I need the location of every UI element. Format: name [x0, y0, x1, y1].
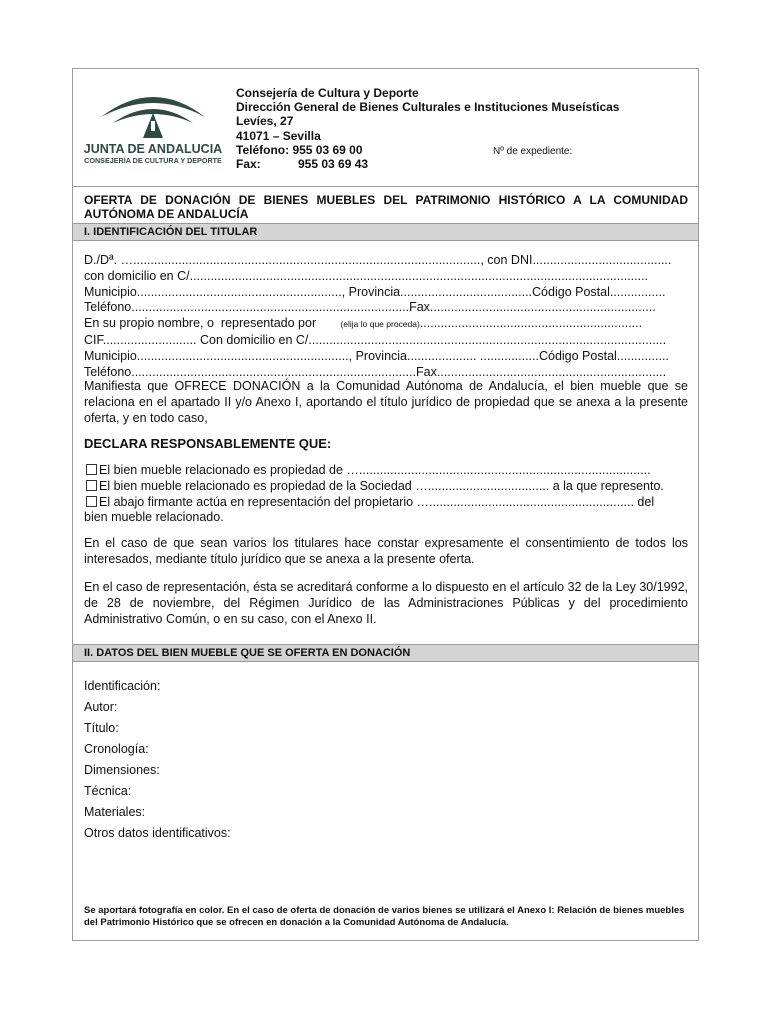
option-row	[84, 463, 688, 479]
choose-hint: (elija lo que proceda)	[340, 319, 420, 330]
fax-value: 955 03 69 43	[298, 157, 369, 172]
field-otros[interactable]: Otros datos identificativos:	[84, 826, 231, 840]
form-header	[73, 69, 698, 187]
logo-name: JUNTA DE ANDALUCIA	[83, 142, 223, 156]
own-name-line[interactable]	[84, 316, 688, 333]
declaration-options	[84, 463, 688, 526]
form-frame	[72, 68, 699, 941]
field-titulo[interactable]: Título:	[84, 721, 119, 735]
section2-header: II. DATOS DEL BIEN MUEBLE QUE SE OFERTA EN DONACIÓN	[73, 644, 698, 662]
declara-heading: DECLARA RESPONSABLEMENTE QUE:	[84, 436, 332, 451]
junta-andalucia-logo	[83, 83, 223, 183]
address-block	[236, 86, 619, 171]
field-identificacion[interactable]: Identificación:	[84, 679, 161, 693]
field-cronologia[interactable]: Cronología:	[84, 742, 149, 756]
titular-line[interactable]: Municipio............................................................., Provincia.................... .................Código Postal...............	[84, 348, 669, 363]
own-name-label: En su propio nombre, o	[84, 316, 214, 331]
option-label: El bien mueble relacionado es propiedad de la Sociedad …................................... a la que represento.	[99, 478, 664, 493]
titular-fields	[84, 253, 688, 380]
address-fax	[236, 157, 619, 171]
form-title: OFERTA DE DONACIÓN DE BIENES MUEBLES DEL PATRIMONIO HISTÓRICO A LA COMUNIDAD AUTÓNOMA DE ANDALUCÍA	[84, 193, 688, 221]
titular-line[interactable]: CIF........................... Con domicilio en C/.......................................................................................................	[84, 332, 667, 347]
address-line2: Dirección General de Bienes Culturales e Instituciones Museísticas	[236, 100, 620, 115]
address-phone: Teléfono: 955 03 69 00	[236, 142, 363, 157]
field-materiales[interactable]: Materiales:	[84, 805, 146, 819]
section1-header: I. IDENTIFICACIÓN DEL TITULAR	[73, 223, 698, 241]
address-line3: Levíes, 27	[236, 114, 294, 129]
photo-note: Se aportará fotografía en color. En el caso de oferta de donación de varios bienes se utilizará el Anexo I: Relación de bienes muebles del Patrimonio Histórico que se ofrecen en donación a la Comunidad Autónoma de Andalucía.	[84, 905, 685, 928]
address-line1: Consejería de Cultura y Deporte	[236, 86, 419, 100]
option-checkbox[interactable]	[86, 496, 97, 507]
option-checkbox[interactable]	[86, 464, 97, 475]
field-tecnica[interactable]: Técnica:	[84, 784, 132, 798]
titular-line[interactable]: Municipio..........................................................., Provincia......................................Código Postal................	[84, 284, 666, 299]
option-label: El bien mueble relacionado es propiedad de …....................................................................................	[99, 463, 651, 477]
expediente-label: Nº de expediente:	[493, 146, 573, 157]
titular-line[interactable]: D./Dª. …...................................................................................................., con DNI........................................	[84, 253, 672, 267]
field-dimensiones[interactable]: Dimensiones:	[84, 763, 160, 777]
address-line4: 41071 – Sevilla	[236, 128, 321, 143]
titular-line[interactable]: Teléfono................................................................................Fax.................................................................	[84, 300, 656, 315]
field-autor[interactable]: Autor:	[84, 700, 118, 714]
option-label: El abajo firmante actúa en representación del propietario …........................................................... del	[99, 494, 655, 509]
titular-line[interactable]: con domicilio en C/....................................................................................................................................	[84, 268, 649, 283]
own-name-dots: ................................................................	[419, 316, 643, 331]
represented-label: representado por	[220, 316, 317, 331]
option-row	[84, 479, 688, 495]
option-checkbox[interactable]	[86, 480, 97, 491]
titulares-paragraph: En el caso de que sean varios los titulares hace constar expresamente el consentimiento de todos los interesados, mediante título jurídico que se anexa a la presente oferta.	[84, 536, 688, 566]
titular-line[interactable]: Teléfono..................................................................................Fax..................................................................	[84, 364, 667, 379]
manifiesta-paragraph: Manifiesta que OFRECE DONACIÓN a la Comunidad Autónoma de Andalucía, el bien mueble que se relaciona en el apartado II y/o Anexo I, aportando el título jurídico de propiedad que se anexa a la presente oferta, y en todo caso,	[84, 379, 688, 425]
fax-label: Fax:	[236, 157, 261, 172]
representacion-paragraph: En el caso de representación, ésta se acreditará conforme a lo dispuesto en el artículo 32 de la Ley 30/1992, de 28 de noviembre, del Régimen Jurídico de las Administraciones Públicas y del procedimiento Administrativo Común, o en su caso, con el Anexo II.	[84, 580, 688, 626]
option-row	[84, 495, 688, 511]
bien-fields	[84, 676, 231, 844]
logo-subtitle: CONSEJERÍA DE CULTURA Y DEPORTE	[84, 156, 222, 165]
option-continuation: bien mueble relacionado.	[84, 510, 224, 525]
